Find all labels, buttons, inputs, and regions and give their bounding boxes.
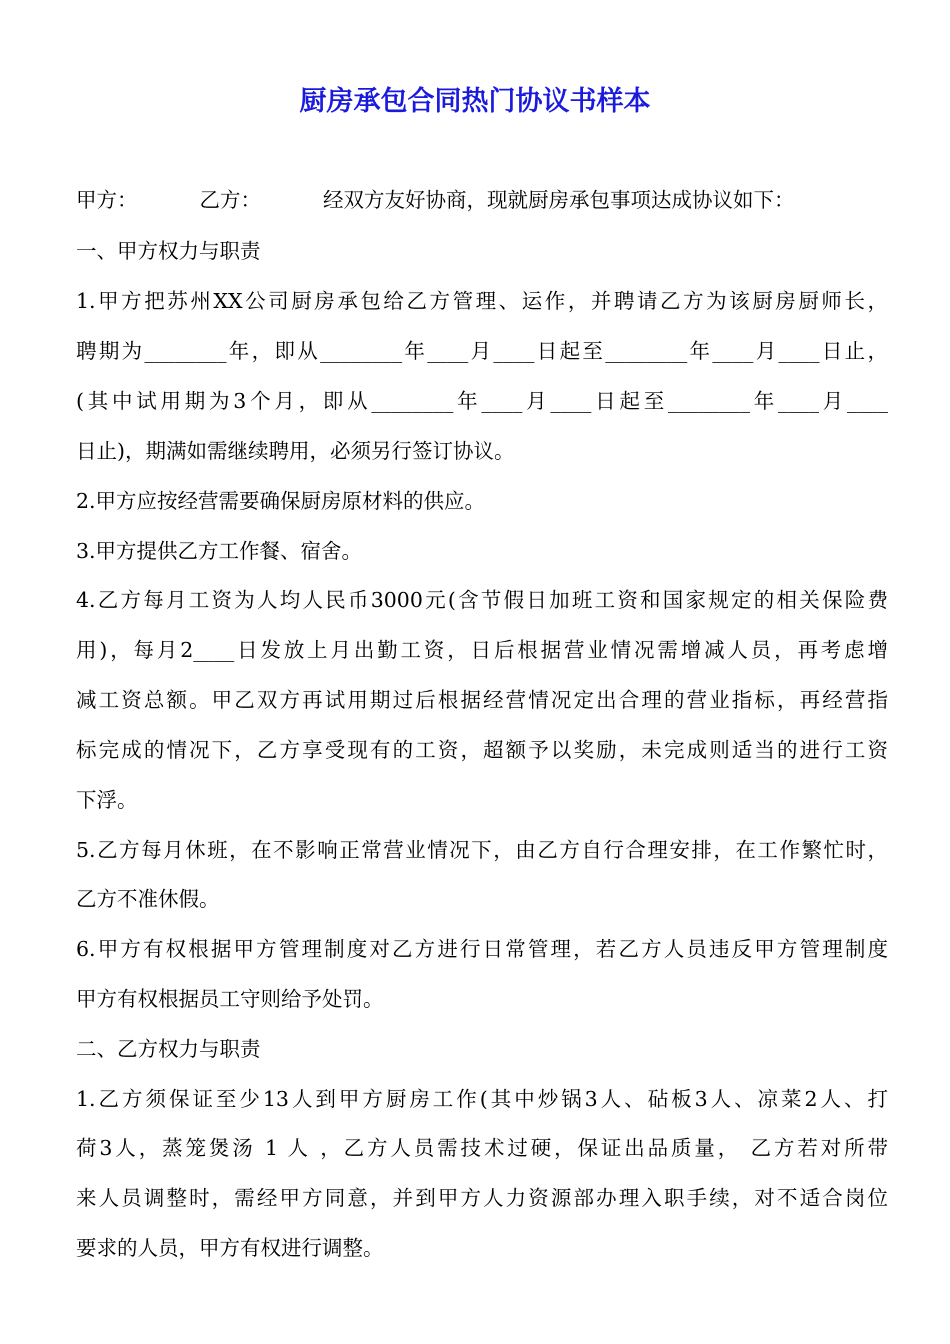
clause-1-4-line-5: 下浮。 bbox=[76, 788, 138, 812]
clause-1-4-line-2: 用)，每月2____日发放上月出勤工资，日后根据营业情况需增减人员，再考虑增 bbox=[76, 638, 888, 662]
clause-1-1-line-2: 聘期为________年，即从________年____月____日起至________年____月____日止， bbox=[76, 339, 888, 363]
clause-1-4-line-3: 减工资总额。甲乙双方再试用期过后根据经营情况定出合理的营业指标，再经营指 bbox=[76, 688, 888, 712]
clause-2-1-line-3: 来人员调整时，需经甲方同意，并到甲方人力资源部办理入职手续，对不适合岗位 bbox=[76, 1186, 888, 1210]
document-title: 厨房承包合同热门协议书样本 bbox=[299, 86, 651, 117]
clause-1-1-line-3: (其中试用期为3个月，即从________年____月____日起至________年____月____ bbox=[76, 389, 888, 413]
clause-1-4-line-4: 标完成的情况下，乙方享受现有的工资，超额予以奖励，未完成则适当的进行工资 bbox=[76, 738, 888, 762]
clause-1-1-line-4: 日止)，期满如需继续聘用，必须另行签订协议。 bbox=[76, 439, 515, 463]
clause-1-3: 3.甲方提供乙方工作餐、宿舍。 bbox=[76, 539, 363, 563]
clause-2-1-line-4: 要求的人员，甲方有权进行调整。 bbox=[76, 1236, 384, 1260]
section-1-heading: 一、甲方权力与职责 bbox=[76, 239, 261, 263]
clause-2-1-line-2: 荷3人，蒸笼煲汤 1 人 ，乙方人员需技术过硬，保证出品质量， 乙方若对所带 bbox=[76, 1136, 888, 1160]
clause-1-6-line-1: 6.甲方有权根据甲方管理制度对乙方进行日常管理，若乙方人员违反甲方管理制度 bbox=[76, 937, 888, 961]
party-a-label: 甲方： bbox=[76, 188, 138, 212]
intro-line bbox=[76, 185, 795, 215]
party-b-label: 乙方： bbox=[199, 188, 261, 212]
clause-1-1-line-1: 1.甲方把苏州XX公司厨房承包给乙方管理、运作，并聘请乙方为该厨房厨师长， bbox=[76, 289, 888, 313]
section-2-heading: 二、乙方权力与职责 bbox=[76, 1037, 261, 1061]
clause-1-5-line-1: 5.乙方每月休班，在不影响正常营业情况下，由乙方自行合理安排，在工作繁忙时， bbox=[76, 838, 888, 862]
clause-1-2: 2.甲方应按经营需要确保厨房原材料的供应。 bbox=[76, 489, 486, 513]
clause-2-1-line-1: 1.乙方须保证至少13人到甲方厨房工作(其中炒锅3人、砧板3人、凉菜2人、打 bbox=[76, 1087, 888, 1111]
intro-statement: 经双方友好协商，现就厨房承包事项达成协议如下： bbox=[323, 188, 795, 212]
clause-1-4-line-1: 4.乙方每月工资为人均人民币3000元(含节假日加班工资和国家规定的相关保险费 bbox=[76, 588, 888, 612]
clause-1-6-line-2: 甲方有权根据员工守则给予处罚。 bbox=[76, 987, 384, 1011]
clause-1-5-line-2: 乙方不准休假。 bbox=[76, 887, 220, 911]
